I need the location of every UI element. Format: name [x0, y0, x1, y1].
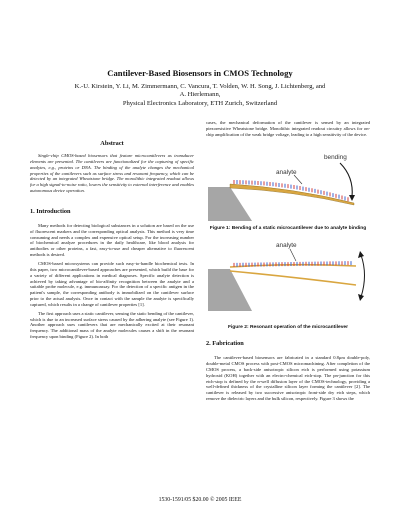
left-column	[30, 120, 194, 343]
author-list-cont: A. Hierlemann,	[179, 91, 221, 99]
right-column	[206, 120, 370, 405]
intro-paragraph-2: CMOS-based microsystems can provide such easy-to-handle biochemical tests. In this paper, two microcantilever-based approaches are presented, which build the base for a variety of different applications in medical diagnoses. Specific analyte detection is achieved by taking advantage of bio-affinity recognition between the analyte and a suitable probe molecule, e.g. immunoassay. For the detection of a specific antigen in the patient's sample, the corresponding antibody is immobilized on the cantilever surface prior to the actual analysis. Once in contact with the sample the analyte is specifically captured, which results in a change of cantilever properties [1].	[30, 260, 194, 307]
figure-2-caption: Figure 2: Resonant operation of the microcantilever	[227, 325, 349, 331]
figure-2-diagram	[206, 239, 370, 323]
figure-1-bending-arrow	[340, 163, 352, 197]
figure-2-analyte-pointer	[290, 249, 296, 261]
figure-1-caption: Figure 1: Bending of a static microcantilever due to analyte binding	[209, 226, 367, 232]
page-footer: 1530-1591/05 $20.00 © 2005 IEEE	[158, 497, 242, 503]
intro-continuation: cases, the mechanical deformation of the cantilever is sensed by an integrated piezoresistive Wheatstone bridge. Monolithic integrated readout circuitry allows for on-chip amplification of the weak bridge voltage, leading to a high sensitivity of the device.	[206, 120, 370, 137]
figure-2-cantilever-lower	[230, 271, 356, 285]
abstract-heading: Abstract	[100, 140, 124, 147]
intro-paragraph-1: Many methods for detecting biological substances in a solution are based on the use of fluorescent markers and the corresponding optical analysis. This method is very time consuming and needs a complex and expensive optical setup. For the increasing number of biochemical analyze procedures in the daily healthcare, like blood analysis for antibodies or other proteins, a fast, easy-to-use and cheaper alternative to fluorescent methods is desired.	[30, 222, 194, 258]
paper-title: Cantilever-Based Biosensors in CMOS Technology	[107, 68, 293, 78]
figure-1	[206, 141, 370, 233]
figure-1-bending-arrowhead	[349, 195, 355, 201]
figure-2-arrowhead-top	[358, 251, 364, 258]
figure-2-substrate	[208, 269, 252, 311]
figure-2-oscillation-arrow	[361, 255, 365, 297]
figure-1-label-analyte: analyte	[276, 168, 297, 176]
introduction-heading: 1. Introduction	[30, 207, 71, 215]
intro-paragraph-3: The first approach uses a static cantilever, sensing the static bending of the cantilever, which is due to an increased surface stress caused by the adhering analyte (see Figure 1). Another approach uses cantilevers that are mechanically excited at their resonant frequency. The additional mass of the analyte molecules causes a shift in the resonant frequency upon binding (Figure 2). In both	[30, 310, 194, 340]
figure-1-analyte-pointer	[294, 175, 302, 184]
author-block	[26, 83, 374, 108]
figure-2	[206, 239, 370, 331]
fabrication-heading: 2. Fabrication	[206, 340, 244, 348]
fabrication-paragraph-1: The cantilever-based biosensors are fabricated in a standard 0.8μm double-poly, double-metal CMOS process with post-CMOS micromachining. After completion of the CMOS process, a back-side anisotropic silicon etch is performed using potassium hydroxid (KOH) together with an electro-chemical etch-stop. The pn-junction for this etch-stop is defined by the n-well diffusion layer of the CMOS-technology, providing a well-defined thickness of the crystalline silicon layer forming the cantilever [2]. The cantilever is released by two successive anisotropic front-side dry etch steps, which remove the dielectric layers and the bulk silicon, respectively. Figure 3 shows the	[206, 355, 370, 402]
figure-1-diagram	[206, 141, 370, 225]
figure-1-label-bending: bending	[324, 153, 347, 161]
figure-1-substrate	[208, 187, 252, 221]
figure-2-arrowhead-bottom	[358, 294, 364, 301]
affiliation: Physical Electronics Laboratory, ETH Zurich, Switzerland	[122, 99, 278, 107]
figure-1-cantilever	[230, 184, 354, 205]
figure-2-label-analyte: analyte	[276, 242, 297, 250]
abstract-text: Single-chip CMOS-based biosensors that feature microcantilevers as transducer elements are presented. The cantilevers are functionalized for the capturing of specific analytes, e.g., proteins or DNA. The binding of the analyte changes the mechanical properties of the cantilevers such as surface stress and resonant frequency, which can be detected by an integrated Wheatstone bridge. The monolithic integrated readout allows for a high signal-to-noise ratio, lowers the sensitivity to external interference and enables autonomous device operation.	[30, 153, 194, 194]
author-list: K.-U. Kirstein, Y. Li, M. Zimmermann, C. Vancura, T. Volden, W. H. Song, J. Lichtenberg, and	[74, 83, 326, 90]
